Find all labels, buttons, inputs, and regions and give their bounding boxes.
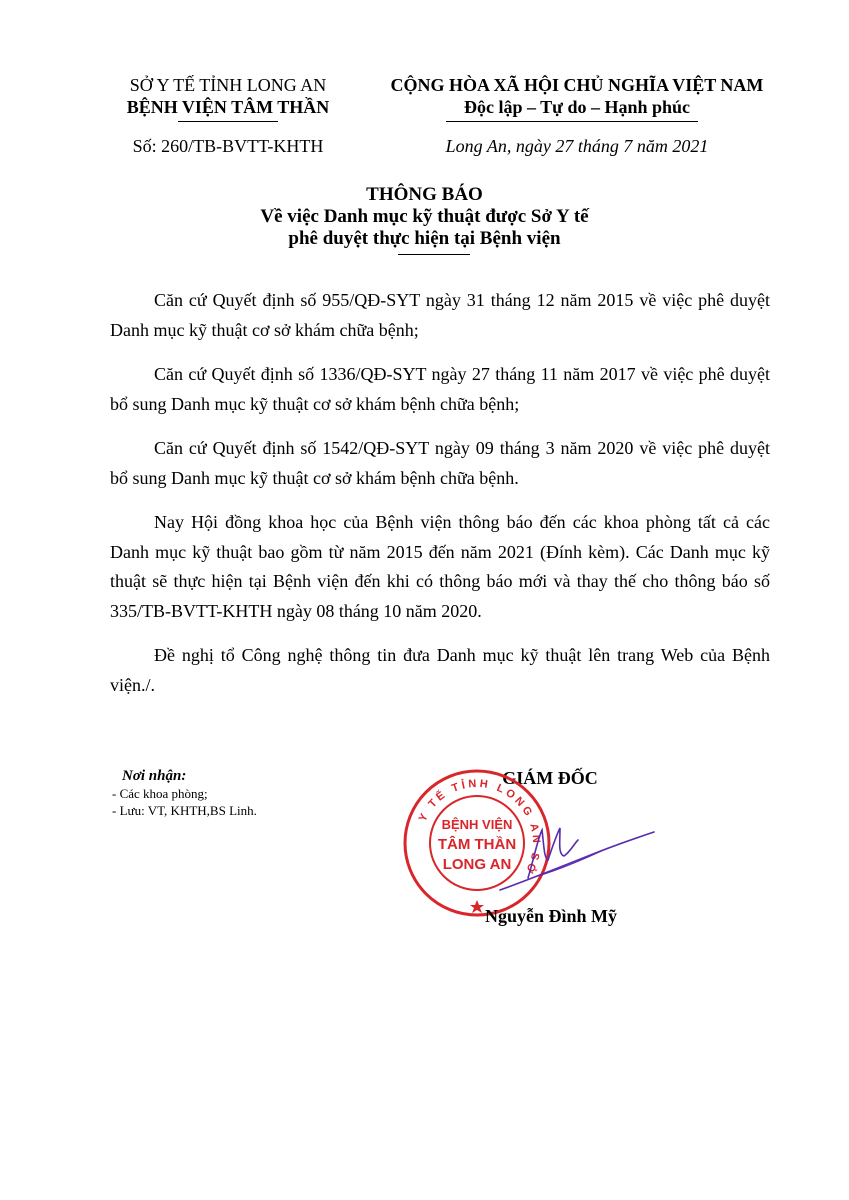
nation-line-1: CỘNG HÒA XÃ HỘI CHỦ NGHĨA VIỆT NAM bbox=[390, 75, 764, 95]
body-paragraph: Đề nghị tổ Công nghệ thông tin đưa Danh mục kỹ thuật lên trang Web của Bệnh viện./. bbox=[110, 645, 770, 695]
signer-title: GIÁM ĐỐC bbox=[502, 768, 598, 788]
org-line-1: SỞ Y TẾ TỈNH LONG AN bbox=[129, 75, 327, 95]
recipient-item: - Các khoa phòng; bbox=[112, 786, 208, 801]
document-title bbox=[100, 184, 749, 250]
recipient-item: - Lưu: VT, KHTH,BS Linh. bbox=[112, 803, 257, 818]
document-body bbox=[110, 286, 770, 715]
recipients-block bbox=[112, 768, 372, 819]
stamp-line-2: TÂM THẦN bbox=[437, 836, 517, 853]
stamp-ring-text: Y TẾ TỈNH LONG AN SỞ bbox=[416, 777, 543, 878]
body-paragraph: Nay Hội đồng khoa học của Bệnh viện thông báo đến các khoa phòng tất cả các Danh mục kỹ thuật bao gồm từ năm 2015 đến năm 2021 (Đính kèm). Các Danh mục kỹ thuật sẽ thực hiện tại Bệnh viện đến khi có thông báo mới và thay thế cho thông báo số 335/TB-BVTT-KHTH ngày 08 tháng 10 năm 2020. bbox=[110, 512, 770, 621]
nation-line-2: Độc lập – Tự do – Hạnh phúc bbox=[463, 97, 691, 117]
org-line-2: BỆNH VIỆN TÂM THẦN bbox=[126, 97, 330, 117]
date-line: Long An, ngày 27 tháng 7 năm 2021 bbox=[445, 136, 709, 156]
stamp-line-3: LONG AN bbox=[442, 856, 512, 873]
org-underline bbox=[178, 121, 278, 122]
title-sub-1: Về việc Danh mục kỹ thuật được Sở Y tế bbox=[260, 206, 589, 227]
title-main: THÔNG BÁO bbox=[366, 184, 483, 205]
body-paragraph: Căn cứ Quyết định số 955/QĐ-SYT ngày 31 tháng 12 năm 2015 về việc phê duyệt Danh mục kỹ thuật cơ sở khám chữa bệnh; bbox=[110, 290, 770, 340]
recipients-title: Nơi nhận: bbox=[122, 768, 187, 784]
national-motto bbox=[372, 74, 782, 118]
body-paragraph: Căn cứ Quyết định số 1542/QĐ-SYT ngày 09 tháng 3 năm 2020 về việc phê duyệt bổ sung Danh mục kỹ thuật cơ sở khám bệnh chữa bệnh. bbox=[110, 438, 770, 488]
motto-underline bbox=[446, 121, 698, 122]
signer-name: Nguyễn Đình Mỹ bbox=[484, 906, 618, 926]
handwritten-signature bbox=[498, 818, 658, 898]
title-sub-2: phê duyệt thực hiện tại Bệnh viện bbox=[288, 228, 561, 249]
issuing-organization bbox=[88, 74, 368, 118]
stamp-line-1: BỆNH VIỆN bbox=[441, 817, 513, 832]
document-number: Số: 260/TB-BVTT-KHTH bbox=[132, 136, 324, 156]
title-underline bbox=[398, 254, 470, 255]
body-paragraph: Căn cứ Quyết định số 1336/QĐ-SYT ngày 27 tháng 11 năm 2017 về việc phê duyệt bổ sung Danh mục kỹ thuật cơ sở khám bệnh chữa bệnh; bbox=[110, 364, 770, 414]
